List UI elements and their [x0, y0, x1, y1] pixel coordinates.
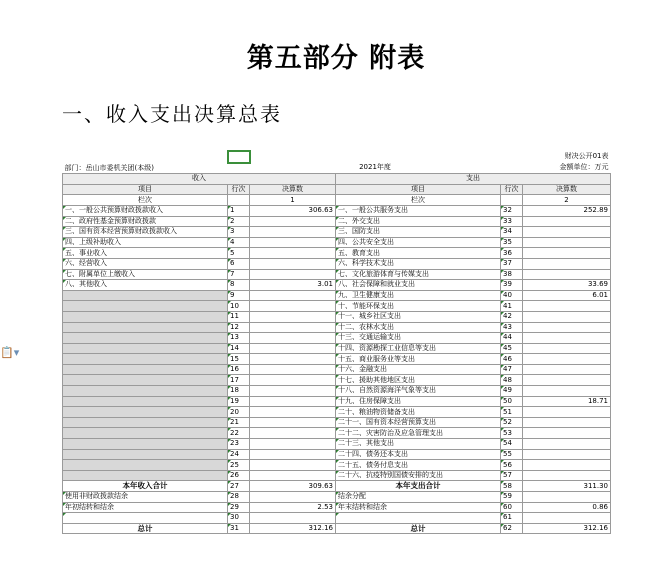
- income-amount: [250, 386, 336, 397]
- table-row: [63, 386, 611, 397]
- expense-item: 七、文化旅游体育与传媒支出: [336, 269, 501, 280]
- unit-label: 部门：岳山市委机关团(本级): [64, 163, 154, 172]
- income-line: 21: [228, 417, 250, 428]
- income-line: 25: [228, 460, 250, 471]
- blank-cell: [250, 151, 336, 163]
- income-expense-table: [62, 150, 611, 534]
- paste-options-icon[interactable]: 📋▾: [0, 346, 20, 359]
- income-item: 七、附属单位上缴收入: [63, 269, 228, 280]
- expense-item: 二十、粮油物资储备支出: [336, 407, 501, 418]
- income-item: 五、事业收入: [63, 248, 228, 259]
- income-amount: [250, 290, 336, 301]
- income-line: 17: [228, 375, 250, 386]
- income-total-amount: 309.63: [250, 481, 336, 492]
- expense-line: 54: [501, 439, 523, 450]
- income-amount: [250, 460, 336, 471]
- income-item: [63, 364, 228, 375]
- expense-amount: [523, 470, 611, 481]
- amount-unit: 金额单位：万元: [559, 163, 609, 172]
- income-line: 22: [228, 428, 250, 439]
- form-number: 财决公开01表: [564, 152, 609, 161]
- income-item: [63, 354, 228, 365]
- income-line-col: 行次: [228, 184, 250, 195]
- income-line: 24: [228, 449, 250, 460]
- expense-item: 十、节能环保支出: [336, 301, 501, 312]
- expense-line: 55: [501, 449, 523, 460]
- expense-line: 52: [501, 417, 523, 428]
- expense-item: 四、公共安全支出: [336, 237, 501, 248]
- income-line: 2: [228, 216, 250, 227]
- expense-amount: [523, 333, 611, 344]
- expense-amount: [523, 513, 611, 524]
- expense-amount: [523, 216, 611, 227]
- table-row-totals: [63, 481, 611, 492]
- expense-item: 十二、农林水支出: [336, 322, 501, 333]
- income-amount-col: 决算数: [250, 184, 336, 195]
- income-amount: [250, 513, 336, 524]
- expense-line: 34: [501, 227, 523, 238]
- table-row: [63, 417, 611, 428]
- income-amount: [250, 311, 336, 322]
- expense-item: 二十五、债务付息支出: [336, 460, 501, 471]
- income-item: [63, 322, 228, 333]
- expense-line: 41: [501, 301, 523, 312]
- expense-sub-label: 栏次: [336, 195, 501, 206]
- income-grand-total-label: 总计: [63, 523, 228, 534]
- income-line: 19: [228, 396, 250, 407]
- income-item: 三、国有资本经营预算财政拨款收入: [63, 227, 228, 238]
- expense-line: 37: [501, 258, 523, 269]
- income-amount: [250, 216, 336, 227]
- expense-item: 结余分配: [336, 492, 501, 503]
- expense-amount: [523, 375, 611, 386]
- income-item: [63, 375, 228, 386]
- income-line: 14: [228, 343, 250, 354]
- income-item: [63, 311, 228, 322]
- expense-item-col: 项目: [336, 184, 501, 195]
- income-line: 4: [228, 237, 250, 248]
- expense-item: 十五、商业服务业等支出: [336, 354, 501, 365]
- income-item: 一、一般公共预算财政拨款收入: [63, 205, 228, 216]
- expense-item: 十四、资源勘探工业信息等支出: [336, 343, 501, 354]
- expense-header: 支出: [336, 174, 611, 185]
- income-line: 23: [228, 439, 250, 450]
- expense-line: 40: [501, 290, 523, 301]
- table-row: [63, 364, 611, 375]
- income-amount: [250, 322, 336, 333]
- table-row: [63, 375, 611, 386]
- expense-amount: [523, 439, 611, 450]
- blank-cell: [63, 151, 228, 163]
- table-row: [63, 269, 611, 280]
- expense-line: 35: [501, 237, 523, 248]
- income-amount: 3.01: [250, 280, 336, 291]
- expense-total-amount: 311.30: [523, 481, 611, 492]
- expense-line: 38: [501, 269, 523, 280]
- expense-amount: [523, 407, 611, 418]
- income-amount: [250, 227, 336, 238]
- table-row: [63, 333, 611, 344]
- expense-amount: [523, 227, 611, 238]
- expense-amount-col: 决算数: [523, 184, 611, 195]
- blank-cell: [501, 195, 523, 206]
- income-line: 9: [228, 290, 250, 301]
- income-amount: [250, 354, 336, 365]
- expense-line: 51: [501, 407, 523, 418]
- income-grand-total-line: 31: [228, 523, 250, 534]
- income-line: 7: [228, 269, 250, 280]
- expense-item: 九、卫生健康支出: [336, 290, 501, 301]
- expense-amount: [523, 248, 611, 259]
- income-amount: [250, 375, 336, 386]
- income-line: 15: [228, 354, 250, 365]
- expense-item: 五、教育支出: [336, 248, 501, 259]
- table-row: [63, 258, 611, 269]
- income-line: 1: [228, 205, 250, 216]
- income-item: 四、上级补助收入: [63, 237, 228, 248]
- expense-amount: [523, 354, 611, 365]
- table-row-grand-total: [63, 523, 611, 534]
- income-col-number: 1: [250, 195, 336, 206]
- table-row: [63, 216, 611, 227]
- income-amount: [250, 343, 336, 354]
- income-item: [63, 407, 228, 418]
- income-header: 收入: [63, 174, 336, 185]
- income-amount: [250, 301, 336, 312]
- expense-item: 二十三、其他支出: [336, 439, 501, 450]
- expense-line: 49: [501, 386, 523, 397]
- expense-line: 48: [501, 375, 523, 386]
- table-row: [63, 492, 611, 503]
- expense-grand-total-label: 总计: [336, 523, 501, 534]
- income-total-line: 27: [228, 481, 250, 492]
- expense-item: 十七、援助其他地区支出: [336, 375, 501, 386]
- income-line: 11: [228, 311, 250, 322]
- expense-item: 十一、城乡社区支出: [336, 311, 501, 322]
- expense-line: 39: [501, 280, 523, 291]
- income-amount: [250, 449, 336, 460]
- income-amount: [250, 417, 336, 428]
- income-item-col: 项目: [63, 184, 228, 195]
- income-amount: 2.53: [250, 502, 336, 513]
- table-row: [63, 449, 611, 460]
- income-line: 13: [228, 333, 250, 344]
- expense-line: 56: [501, 460, 523, 471]
- expense-line: 44: [501, 333, 523, 344]
- expense-grand-total-line: 62: [501, 523, 523, 534]
- income-amount: [250, 237, 336, 248]
- income-item: [63, 343, 228, 354]
- income-line: 12: [228, 322, 250, 333]
- income-line: 6: [228, 258, 250, 269]
- table-row: [63, 343, 611, 354]
- income-item: [63, 513, 228, 524]
- expense-item: 二十一、国有资本经营预算支出: [336, 417, 501, 428]
- table-row: [63, 502, 611, 513]
- income-amount: [250, 396, 336, 407]
- blank-cell: [228, 195, 250, 206]
- expense-line: 45: [501, 343, 523, 354]
- expense-item: 三、国防支出: [336, 227, 501, 238]
- income-item: [63, 396, 228, 407]
- expense-item: [336, 513, 501, 524]
- income-amount: 306.63: [250, 205, 336, 216]
- expense-line-col: 行次: [501, 184, 523, 195]
- expense-line: 59: [501, 492, 523, 503]
- expense-amount: [523, 449, 611, 460]
- income-amount: [250, 258, 336, 269]
- income-item: 六、经营收入: [63, 258, 228, 269]
- income-sub-label: 栏次: [63, 195, 228, 206]
- expense-line: 46: [501, 354, 523, 365]
- expense-amount: [523, 258, 611, 269]
- expense-item: 二、外交支出: [336, 216, 501, 227]
- expense-total-line: 58: [501, 481, 523, 492]
- table-row: [63, 227, 611, 238]
- income-item: [63, 428, 228, 439]
- income-line: 10: [228, 301, 250, 312]
- table-row: [63, 237, 611, 248]
- income-item: [63, 417, 228, 428]
- expense-line: 33: [501, 216, 523, 227]
- expense-amount: [523, 460, 611, 471]
- table-row: [63, 280, 611, 291]
- table-row: [63, 290, 611, 301]
- expense-line: 36: [501, 248, 523, 259]
- income-item: [63, 386, 228, 397]
- selected-cell[interactable]: [228, 151, 250, 163]
- income-item: 二、政府性基金预算财政拨款: [63, 216, 228, 227]
- expense-amount: [523, 322, 611, 333]
- income-line: 20: [228, 407, 250, 418]
- expense-amount: [523, 492, 611, 503]
- income-item: 使用非财政拨款结余: [63, 492, 228, 503]
- expense-item: 二十四、债务还本支出: [336, 449, 501, 460]
- expense-amount: [523, 417, 611, 428]
- income-line: 29: [228, 502, 250, 513]
- income-amount: [250, 269, 336, 280]
- expense-item: 十六、金融支出: [336, 364, 501, 375]
- expense-line: 61: [501, 513, 523, 524]
- expense-amount: 33.69: [523, 280, 611, 291]
- page-title: 第五部分 附表: [246, 43, 426, 74]
- expense-line: 60: [501, 502, 523, 513]
- expense-amount: [523, 269, 611, 280]
- expense-amount: 18.71: [523, 396, 611, 407]
- income-item: 年初结转和结余: [63, 502, 228, 513]
- spreadsheet-embed[interactable]: [62, 150, 610, 534]
- expense-total-label: 本年支出合计: [336, 481, 501, 492]
- income-amount: [250, 428, 336, 439]
- expense-line: 32: [501, 205, 523, 216]
- income-total-label: 本年收入合计: [63, 481, 228, 492]
- income-grand-total-amount: 312.16: [250, 523, 336, 534]
- table-row: [63, 248, 611, 259]
- income-line: 30: [228, 513, 250, 524]
- expense-grand-total-amount: 312.16: [523, 523, 611, 534]
- income-amount: [250, 439, 336, 450]
- income-item: 八、其他收入: [63, 280, 228, 291]
- table-row: [63, 460, 611, 471]
- expense-amount: [523, 301, 611, 312]
- table-row: [63, 428, 611, 439]
- expense-amount: [523, 343, 611, 354]
- expense-line: 57: [501, 470, 523, 481]
- expense-item: 年末结转和结余: [336, 502, 501, 513]
- expense-line: 43: [501, 322, 523, 333]
- section-title: 一、收入支出决算总表: [62, 102, 282, 126]
- income-line: 5: [228, 248, 250, 259]
- table-row: [63, 513, 611, 524]
- year-label: 2021年度: [359, 163, 391, 172]
- table-row: [63, 407, 611, 418]
- income-item: [63, 439, 228, 450]
- table-row: [63, 439, 611, 450]
- income-item: [63, 460, 228, 471]
- expense-amount: 6.01: [523, 290, 611, 301]
- expense-amount: 0.86: [523, 502, 611, 513]
- expense-line: 42: [501, 311, 523, 322]
- expense-line: 47: [501, 364, 523, 375]
- table-row: [63, 470, 611, 481]
- income-item: [63, 333, 228, 344]
- blank-cell: [336, 151, 501, 163]
- table-row: [63, 311, 611, 322]
- expense-item: 十八、自然资源海洋气象等支出: [336, 386, 501, 397]
- expense-item: 十九、住房保障支出: [336, 396, 501, 407]
- expense-line: 50: [501, 396, 523, 407]
- expense-col-number: 2: [523, 195, 611, 206]
- expense-amount: [523, 364, 611, 375]
- expense-item: 六、科学技术支出: [336, 258, 501, 269]
- blank-cell: [501, 151, 523, 163]
- income-item: [63, 290, 228, 301]
- expense-amount: [523, 386, 611, 397]
- income-amount: [250, 333, 336, 344]
- table-row: [63, 354, 611, 365]
- income-line: 8: [228, 280, 250, 291]
- income-amount: [250, 407, 336, 418]
- income-line: 28: [228, 492, 250, 503]
- income-item: [63, 301, 228, 312]
- expense-amount: [523, 428, 611, 439]
- income-item: [63, 449, 228, 460]
- expense-item: 二十六、抗疫特别国债安排的支出: [336, 470, 501, 481]
- table-row: [63, 322, 611, 333]
- income-amount: [250, 470, 336, 481]
- income-line: 16: [228, 364, 250, 375]
- income-line: 26: [228, 470, 250, 481]
- income-line: 18: [228, 386, 250, 397]
- expense-line: 53: [501, 428, 523, 439]
- table-row: [63, 301, 611, 312]
- income-item: [63, 470, 228, 481]
- expense-amount: [523, 311, 611, 322]
- expense-item: 八、社会保障和就业支出: [336, 280, 501, 291]
- income-amount: [250, 364, 336, 375]
- income-amount: [250, 492, 336, 503]
- income-amount: [250, 248, 336, 259]
- expense-amount: 252.89: [523, 205, 611, 216]
- table-row: [63, 205, 611, 216]
- expense-amount: [523, 237, 611, 248]
- expense-item: 一、一般公共服务支出: [336, 205, 501, 216]
- expense-item: 二十二、灾害防治及应急管理支出: [336, 428, 501, 439]
- expense-item: 十三、交通运输支出: [336, 333, 501, 344]
- blank-cell: [501, 163, 523, 174]
- income-line: 3: [228, 227, 250, 238]
- table-row: [63, 396, 611, 407]
